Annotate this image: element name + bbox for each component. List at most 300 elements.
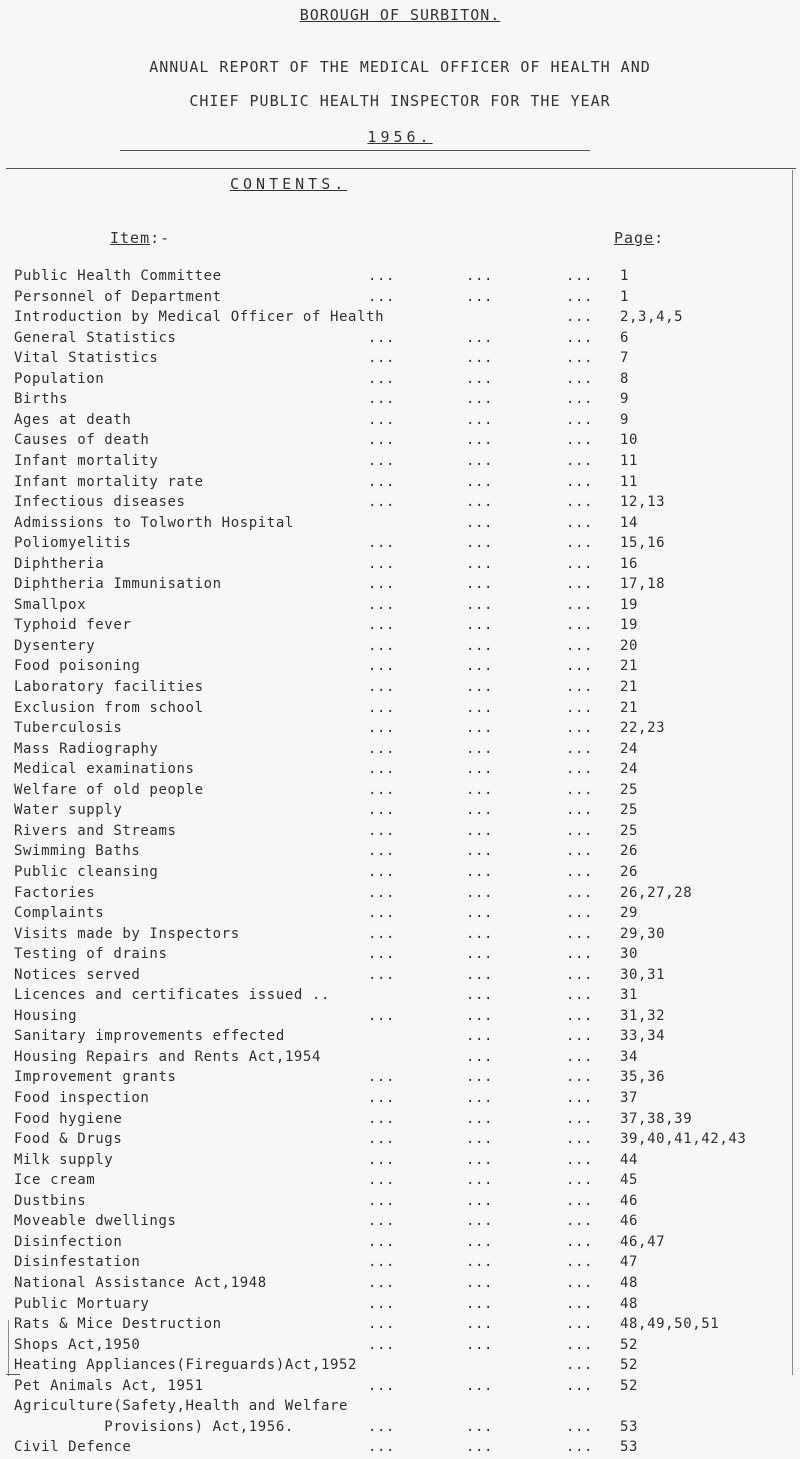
contents-entry: [0, 1254, 800, 1274]
contents-entry: [0, 1419, 800, 1439]
contents-entry: [0, 1378, 800, 1398]
entry-item: Food poisoning: [14, 658, 141, 675]
contents-entry: [0, 987, 800, 1007]
leader-dots: ...: [368, 679, 396, 695]
leader-dots: ...: [466, 555, 494, 572]
entry-item: Milk supply: [14, 1151, 114, 1168]
contents-entry: [0, 1316, 800, 1336]
leader-dots: ...: [368, 720, 396, 737]
entry-item: Vital Statistics: [14, 350, 159, 367]
contents-title: CONTENTS.: [230, 175, 348, 193]
leader-dots: ...: [566, 309, 594, 326]
entry-page: 33,34: [620, 1028, 666, 1045]
contents-entry: [0, 1028, 800, 1048]
leader-dots: ...: [466, 1233, 494, 1250]
leader-dots: ...: [566, 1254, 594, 1271]
entry-item: Tuberculosis: [14, 720, 123, 737]
entry-page: 1: [620, 288, 630, 305]
contents-entry: [0, 761, 800, 781]
leader-dots: ...: [368, 617, 396, 634]
leader-dots: ...: [368, 432, 396, 449]
leader-dots: ...: [466, 535, 494, 552]
contents-entry: [0, 576, 800, 596]
leader-dots: ...: [566, 555, 594, 572]
leader-dots: ...: [466, 822, 494, 839]
leader-dots: ...: [566, 699, 594, 716]
entry-page: 37,38,39: [620, 1110, 693, 1127]
contents-entry: [0, 309, 800, 329]
leader-dots: ...: [566, 1069, 594, 1086]
leader-dots: ...: [466, 1316, 494, 1333]
entry-page: 45: [620, 1172, 639, 1189]
entry-page: 21: [620, 699, 639, 716]
entry-page: 47: [620, 1254, 639, 1271]
entry-item: Births: [14, 391, 69, 408]
entry-item: Infant mortality: [14, 452, 159, 469]
leader-dots: ...: [368, 370, 396, 387]
contents-entry: [0, 1357, 800, 1377]
entry-item: Complaints: [14, 905, 105, 922]
entry-page: 26: [620, 843, 639, 860]
leader-dots: ...: [368, 535, 396, 552]
contents-entry: [0, 432, 800, 452]
leader-dots: ...: [566, 370, 594, 387]
leader-dots: ...: [566, 1028, 594, 1045]
leader-dots: ...: [466, 761, 494, 778]
entry-item: Public Health Committee: [14, 268, 222, 284]
entry-page: 46: [620, 1213, 639, 1230]
leader-dots: ...: [466, 391, 494, 408]
contents-entry: [0, 515, 800, 535]
contents-entry: [0, 905, 800, 925]
entry-item: Water supply: [14, 802, 123, 819]
entry-page: 21: [620, 658, 639, 675]
leader-dots: ...: [466, 720, 494, 737]
contents-entry: [0, 926, 800, 946]
entry-item: Agriculture(Safety,Health and Welfare: [14, 1398, 349, 1415]
leader-dots: ...: [566, 411, 594, 428]
contents-entry: [0, 1193, 800, 1213]
entry-page: 48: [620, 1274, 639, 1291]
leader-dots: ...: [466, 699, 494, 716]
contents-entry: [0, 453, 800, 473]
contents-entry: [0, 1213, 800, 1233]
leader-dots: ...: [566, 905, 594, 922]
leader-dots: ...: [566, 1048, 594, 1065]
leader-dots: ...: [566, 720, 594, 737]
leader-dots: ...: [566, 658, 594, 675]
leader-dots: ...: [566, 843, 594, 860]
leader-dots: ...: [368, 1377, 396, 1394]
entry-item: Disinfestation: [14, 1254, 141, 1271]
leader-dots: ...: [368, 1172, 396, 1189]
entry-item: Notices served: [14, 966, 141, 983]
leader-dots: ...: [466, 514, 494, 531]
entry-item: Food inspection: [14, 1090, 150, 1106]
leader-dots: ...: [466, 1069, 494, 1086]
leader-dots: ...: [466, 1048, 494, 1065]
leader-dots: ...: [566, 863, 594, 880]
entry-page: 29: [620, 905, 639, 922]
leader-dots: ...: [368, 781, 396, 798]
leader-dots: ...: [566, 884, 594, 901]
entry-page: 1: [620, 268, 630, 284]
leader-dots: ...: [466, 432, 494, 449]
entry-item: Public Mortuary: [14, 1295, 150, 1312]
entry-item: Causes of death: [14, 432, 150, 449]
leader-dots: ...: [368, 1213, 396, 1230]
entry-page: 52: [620, 1377, 639, 1394]
leader-dots: ...: [368, 1110, 396, 1127]
entry-page: 11: [620, 452, 639, 469]
leader-dots: ...: [368, 350, 396, 367]
entry-item: National Assistance Act,1948: [14, 1274, 267, 1291]
leader-dots: ...: [368, 391, 396, 408]
entry-page: 6: [620, 329, 630, 346]
leader-dots: ...: [466, 1007, 494, 1024]
leader-dots: ...: [466, 1213, 494, 1230]
entry-page: 21: [620, 679, 639, 695]
leader-dots: ...: [368, 946, 396, 963]
leader-dots: ...: [368, 576, 396, 593]
entry-item: Smallpox: [14, 596, 87, 613]
entry-page: 48: [620, 1295, 639, 1312]
entry-item: Dysentery: [14, 637, 96, 654]
leader-dots: ...: [566, 329, 594, 346]
entry-page: 20: [620, 637, 639, 654]
leader-dots: ...: [566, 1007, 594, 1024]
entry-page: 14: [620, 514, 639, 531]
contents-entry: [0, 1111, 800, 1131]
leader-dots: ...: [566, 987, 594, 1004]
leader-dots: ...: [566, 596, 594, 613]
leader-dots: ...: [466, 288, 494, 305]
leader-dots: ...: [368, 555, 396, 572]
entry-item: Ice cream: [14, 1172, 96, 1189]
leader-dots: ...: [566, 679, 594, 695]
entry-page: 24: [620, 740, 639, 757]
entry-page: 52: [620, 1336, 639, 1353]
leader-dots: ...: [368, 1192, 396, 1209]
contents-entry: [0, 1152, 800, 1172]
entry-item: Welfare of old people: [14, 781, 204, 798]
leader-dots: ...: [566, 1213, 594, 1230]
entry-page: 19: [620, 596, 639, 613]
entry-page: 17,18: [620, 576, 666, 593]
leader-dots: ...: [466, 905, 494, 922]
leader-dots: ...: [466, 843, 494, 860]
entry-item: Licences and certificates issued ..: [14, 987, 331, 1004]
leader-dots: ...: [566, 452, 594, 469]
leader-dots: ...: [466, 1028, 494, 1045]
leader-dots: ...: [368, 1336, 396, 1353]
leader-dots: ...: [368, 863, 396, 880]
leader-dots: ...: [466, 350, 494, 367]
leader-dots: ...: [566, 1336, 594, 1353]
contents-entry: [0, 597, 800, 617]
entry-item: Improvement grants: [14, 1069, 177, 1086]
entry-page: 15,16: [620, 535, 666, 552]
entry-item: Housing: [14, 1007, 78, 1024]
leader-dots: ...: [466, 884, 494, 901]
leader-dots: ...: [466, 658, 494, 675]
leader-dots: ...: [466, 1418, 494, 1435]
contents-entry: [0, 556, 800, 576]
leader-dots: ...: [466, 1110, 494, 1127]
entry-page: 46: [620, 1192, 639, 1209]
entry-item: Disinfection: [14, 1233, 123, 1250]
leader-dots: ...: [368, 966, 396, 983]
entry-page: 52: [620, 1357, 639, 1374]
entry-page: 30,31: [620, 966, 666, 983]
year-underline: [120, 150, 590, 151]
entry-item: Swimming Baths: [14, 843, 141, 860]
entry-page: 8: [620, 370, 630, 387]
leader-dots: ...: [566, 617, 594, 634]
entry-page: 26: [620, 863, 639, 880]
entry-page: 29,30: [620, 925, 666, 942]
leader-dots: ...: [368, 1418, 396, 1435]
entry-item: Shops Act,1950: [14, 1336, 141, 1353]
leader-dots: ...: [566, 925, 594, 942]
leader-dots: ...: [566, 1172, 594, 1189]
entry-item: Personnel of Department: [14, 288, 222, 305]
leader-dots: ...: [566, 1090, 594, 1106]
contents-entry: [0, 823, 800, 843]
leader-dots: ...: [566, 1418, 594, 1435]
leader-dots: ...: [466, 802, 494, 819]
page-heading-text: Page: [614, 229, 655, 247]
leader-dots: ...: [466, 1254, 494, 1271]
entry-page: 34: [620, 1048, 639, 1065]
leader-dots: ...: [368, 822, 396, 839]
entry-item: Infant mortality rate: [14, 473, 204, 490]
leader-dots: ...: [566, 1357, 594, 1374]
contents-entry: [0, 494, 800, 514]
entry-item: General Statistics: [14, 329, 177, 346]
item-heading-text: Item: [110, 229, 151, 247]
leader-dots: ...: [368, 1295, 396, 1312]
contents-entry: [0, 1275, 800, 1295]
leader-dots: ...: [566, 946, 594, 963]
leader-dots: ...: [566, 535, 594, 552]
entry-item: Rivers and Streams: [14, 822, 177, 839]
contents-entry: [0, 1439, 800, 1459]
contents-entry: [0, 1234, 800, 1254]
entry-item: Infectious diseases: [14, 494, 186, 511]
contents-entry: [0, 1398, 800, 1418]
leader-dots: ...: [466, 1151, 494, 1168]
contents-entry: [0, 1090, 800, 1110]
entry-item: Civil Defence: [14, 1439, 132, 1456]
leader-dots: ...: [566, 1110, 594, 1127]
leader-dots: ...: [566, 740, 594, 757]
leader-dots: ...: [566, 1316, 594, 1333]
entry-item: Food & Drugs: [14, 1131, 123, 1148]
entry-page: 46,47: [620, 1233, 666, 1250]
leader-dots: ...: [466, 679, 494, 695]
contents-entry: [0, 864, 800, 884]
leader-dots: ...: [368, 740, 396, 757]
leader-dots: ...: [368, 411, 396, 428]
entry-item: Pet Animals Act, 1951: [14, 1377, 204, 1394]
entry-item: Mass Radiography: [14, 740, 159, 757]
contents-entry: [0, 1008, 800, 1028]
leader-dots: ...: [368, 1007, 396, 1024]
leader-dots: ...: [368, 288, 396, 305]
leader-dots: ...: [466, 1131, 494, 1148]
leader-dots: ...: [466, 946, 494, 963]
entry-item: Testing of drains: [14, 946, 168, 963]
entry-item: Diphtheria Immunisation: [14, 576, 222, 593]
contents-entry: [0, 885, 800, 905]
leader-dots: ...: [368, 1069, 396, 1086]
leader-dots: ...: [368, 473, 396, 490]
contents-entry: [0, 535, 800, 555]
leader-dots: ...: [466, 1090, 494, 1106]
entry-item: Housing Repairs and Rents Act,1954: [14, 1048, 321, 1065]
leader-dots: ...: [566, 576, 594, 593]
leader-dots: ...: [466, 1439, 494, 1456]
leader-dots: ...: [466, 987, 494, 1004]
item-column-heading: [110, 229, 170, 247]
leader-dots: ...: [566, 473, 594, 490]
entry-page: 31,32: [620, 1007, 666, 1024]
leader-dots: ...: [466, 1172, 494, 1189]
leader-dots: ...: [368, 1274, 396, 1291]
leader-dots: ...: [368, 596, 396, 613]
contents-entry: [0, 1296, 800, 1316]
entry-item: Sanitary improvements effected: [14, 1028, 285, 1045]
entry-item: Moveable dwellings: [14, 1213, 177, 1230]
leader-dots: ...: [466, 863, 494, 880]
entry-item: Typhoid fever: [14, 617, 132, 634]
entry-item: Medical examinations: [14, 761, 195, 778]
leader-dots: ...: [466, 494, 494, 511]
leader-dots: ...: [566, 432, 594, 449]
leader-dots: ...: [466, 1274, 494, 1291]
entry-page: 16: [620, 555, 639, 572]
leader-dots: ...: [566, 1377, 594, 1394]
leader-dots: ...: [368, 452, 396, 469]
leader-dots: ...: [466, 576, 494, 593]
entry-page: 7: [620, 350, 630, 367]
entry-page: 35,36: [620, 1069, 666, 1086]
entry-item: Poliomyelitis: [14, 535, 132, 552]
contents-entry: [0, 741, 800, 761]
leader-dots: ...: [466, 329, 494, 346]
page-heading-suffix: :: [654, 229, 665, 247]
entry-item: Laboratory facilities: [14, 679, 204, 695]
leader-dots: ...: [466, 596, 494, 613]
page-column-heading: [614, 229, 664, 247]
leader-dots: ...: [466, 268, 494, 284]
leader-dots: ...: [368, 699, 396, 716]
entry-item: Food hygiene: [14, 1110, 123, 1127]
leader-dots: ...: [368, 329, 396, 346]
contents-entry: [0, 1069, 800, 1089]
leader-dots: ...: [566, 391, 594, 408]
entry-page: 19: [620, 617, 639, 634]
entry-page: 48,49,50,51: [620, 1316, 720, 1333]
leader-dots: ...: [566, 822, 594, 839]
entry-item: Population: [14, 370, 105, 387]
contents-entry: [0, 658, 800, 678]
contents-entry: [0, 412, 800, 432]
leader-dots: ...: [368, 658, 396, 675]
leader-dots: ...: [466, 781, 494, 798]
leader-dots: ...: [566, 1192, 594, 1209]
leader-dots: ...: [368, 1131, 396, 1148]
entry-item: Visits made by Inspectors: [14, 925, 240, 942]
entry-page: 44: [620, 1151, 639, 1168]
contents-entry: [0, 391, 800, 411]
leader-dots: ...: [466, 473, 494, 490]
entry-page: 9: [620, 411, 630, 428]
entry-item: Provisions) Act,1956.: [14, 1418, 294, 1435]
entry-page: 39,40,41,42,43: [620, 1131, 747, 1148]
entry-page: 9: [620, 391, 630, 408]
leader-dots: ...: [566, 781, 594, 798]
leader-dots: ...: [466, 1377, 494, 1394]
top-divider: [6, 168, 796, 169]
leader-dots: ...: [566, 1295, 594, 1312]
leader-dots: ...: [566, 494, 594, 511]
entry-item: Ages at death: [14, 411, 132, 428]
contents-entry: [0, 679, 800, 699]
entry-page: 25: [620, 781, 639, 798]
leader-dots: ...: [566, 268, 594, 284]
contents-entry: [0, 967, 800, 987]
entry-item: Public cleansing: [14, 863, 159, 880]
entry-page: 12,13: [620, 494, 666, 511]
entry-page: 37: [620, 1090, 639, 1106]
leader-dots: ...: [368, 843, 396, 860]
contents-entry: [0, 474, 800, 494]
contents-entry: [0, 1049, 800, 1069]
entry-item: Diphtheria: [14, 555, 105, 572]
leader-dots: ...: [466, 370, 494, 387]
leader-dots: ...: [466, 1295, 494, 1312]
entry-page: 31: [620, 987, 639, 1004]
leader-dots: ...: [566, 1439, 594, 1456]
entry-page: 11: [620, 473, 639, 490]
entry-item: Exclusion from school: [14, 699, 204, 716]
leader-dots: ...: [466, 1336, 494, 1353]
entry-item: Factories: [14, 884, 96, 901]
entry-page: 2,3,4,5: [620, 309, 684, 326]
entry-page: 24: [620, 761, 639, 778]
entry-page: 30: [620, 946, 639, 963]
leader-dots: ...: [566, 802, 594, 819]
leader-dots: ...: [368, 1439, 396, 1456]
report-year: [0, 128, 800, 146]
contents-entry: [0, 617, 800, 637]
leader-dots: ...: [368, 1316, 396, 1333]
entry-page: 53: [620, 1439, 639, 1456]
contents-entry: [0, 802, 800, 822]
leader-dots: ...: [566, 1151, 594, 1168]
contents-entry: [0, 638, 800, 658]
leader-dots: ...: [466, 617, 494, 634]
entry-page: 25: [620, 802, 639, 819]
leader-dots: ...: [566, 966, 594, 983]
borough-heading: BOROUGH OF SURBITON.: [299, 6, 501, 24]
report-title-line-1: ANNUAL REPORT OF THE MEDICAL OFFICER OF HEALTH AND: [149, 58, 651, 76]
leader-dots: ...: [566, 288, 594, 305]
entry-item: Introduction by Medical Officer of Health: [14, 309, 385, 326]
contents-entry: [0, 350, 800, 370]
